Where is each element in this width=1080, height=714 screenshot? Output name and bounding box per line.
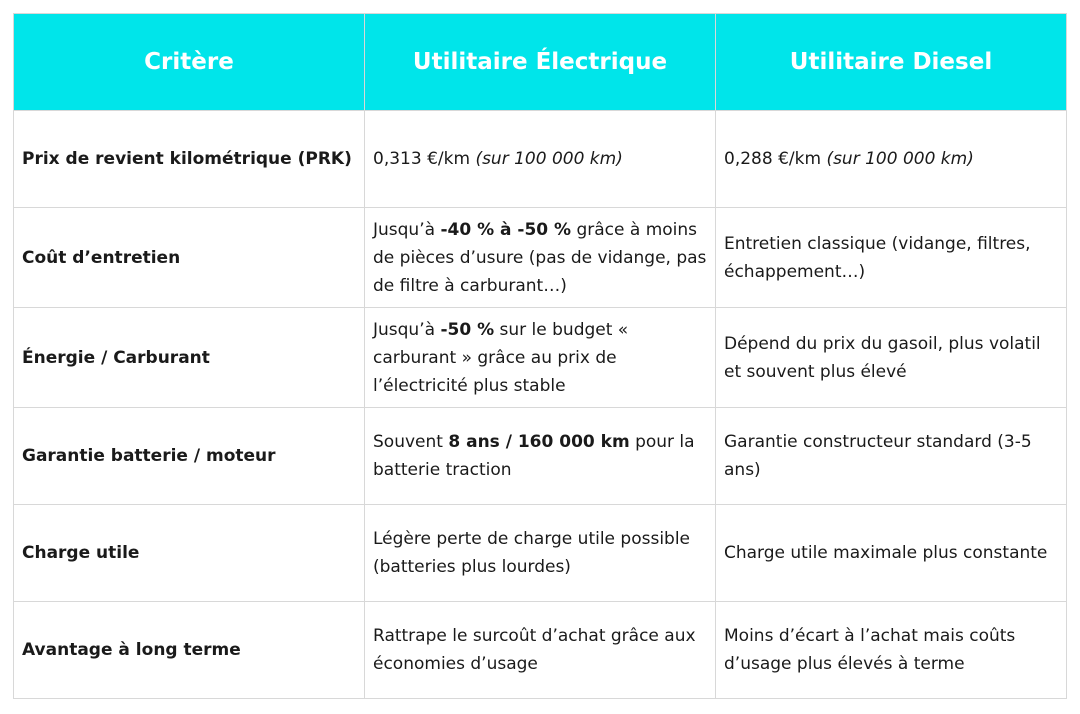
electric-cell bbox=[365, 111, 716, 208]
diesel-cell: Dépend du prix du gasoil, plus volatil et souvent plus élevé bbox=[716, 308, 1067, 408]
diesel-cell: Garantie constructeur standard (3-5 ans) bbox=[716, 408, 1067, 505]
diesel-cell: Entretien classique (vidange, filtres, échappement…) bbox=[716, 208, 1067, 308]
electric-value: 0,313 €/km bbox=[373, 149, 471, 169]
comparison-table-container bbox=[13, 13, 1066, 699]
electric-highlight: -50 % bbox=[440, 319, 495, 340]
criterion-cell: Avantage à long terme bbox=[14, 602, 365, 699]
table-row bbox=[14, 505, 1067, 602]
electric-cell bbox=[365, 408, 716, 505]
electric-cell: Rattrape le surcoût d’achat grâce aux économies d’usage bbox=[365, 602, 716, 699]
electric-text-pre: Jusqu’à bbox=[373, 319, 441, 340]
diesel-note: (sur 100 000 km) bbox=[826, 149, 974, 169]
comparison-table bbox=[13, 13, 1067, 699]
table-row bbox=[14, 602, 1067, 699]
criterion-cell: Énergie / Carburant bbox=[14, 308, 365, 408]
table-row bbox=[14, 308, 1067, 408]
electric-text-pre: Souvent bbox=[373, 432, 449, 452]
diesel-cell: Moins d’écart à l’achat mais coûts d’usage plus élevés à terme bbox=[716, 602, 1067, 699]
table-row bbox=[14, 111, 1067, 208]
criterion-cell: Coût d’entretien bbox=[14, 208, 365, 308]
electric-text-pre: Jusqu’à bbox=[373, 219, 441, 240]
header-electric: Utilitaire Électrique bbox=[365, 14, 716, 111]
header-diesel: Utilitaire Diesel bbox=[716, 14, 1067, 111]
table-row bbox=[14, 208, 1067, 308]
diesel-value: 0,288 €/km bbox=[724, 149, 822, 169]
electric-cell bbox=[365, 308, 716, 408]
electric-text-post: grâce à moins de pièces d’usure (pas de vidange, pas de filtre à carburant…) bbox=[373, 219, 707, 296]
electric-highlight: 8 ans / 160 000 km bbox=[448, 432, 630, 452]
criterion-cell: Prix de revient kilométrique (PRK) bbox=[14, 111, 365, 208]
electric-note: (sur 100 000 km) bbox=[475, 149, 623, 169]
table-header-row bbox=[14, 14, 1067, 111]
header-criterion: Critère bbox=[14, 14, 365, 111]
diesel-cell: Charge utile maximale plus constante bbox=[716, 505, 1067, 602]
electric-text-post: pour la batterie traction bbox=[373, 432, 695, 480]
criterion-cell: Charge utile bbox=[14, 505, 365, 602]
electric-highlight: -40 % à -50 % bbox=[440, 219, 572, 240]
diesel-cell bbox=[716, 111, 1067, 208]
electric-cell bbox=[365, 208, 716, 308]
criterion-cell: Garantie batterie / moteur bbox=[14, 408, 365, 505]
electric-text-post: sur le budget « carburant » grâce au prix de l’électricité plus stable bbox=[373, 319, 629, 396]
electric-cell: Légère perte de charge utile possible (batteries plus lourdes) bbox=[365, 505, 716, 602]
table-row bbox=[14, 408, 1067, 505]
